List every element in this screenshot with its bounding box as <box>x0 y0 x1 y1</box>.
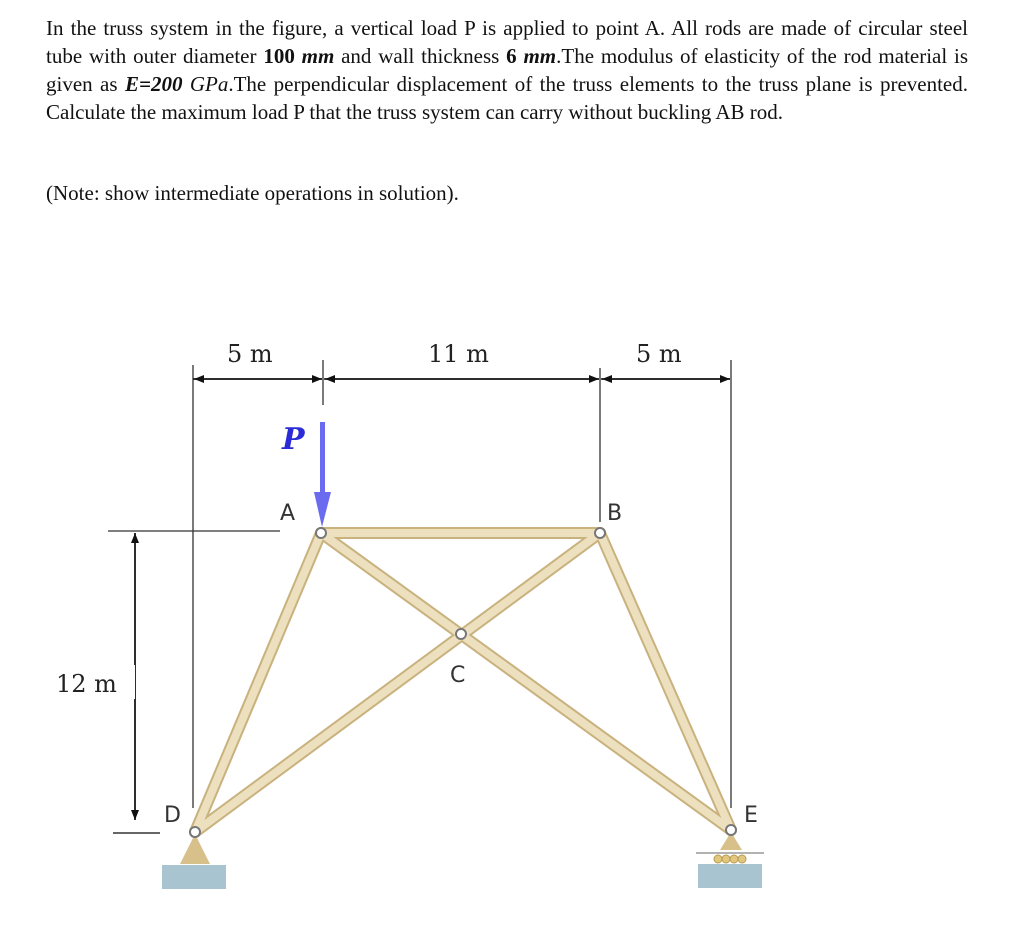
unit: mm <box>523 44 557 68</box>
text-part: .The modulus of elasticity of the rod material is given as <box>46 44 969 96</box>
dim-left-label: 5 m <box>227 340 273 368</box>
node-label-E: E <box>744 803 758 828</box>
node-label-A: A <box>280 501 296 526</box>
text-part: .The perpendicular displacement of the truss elements to the truss plane is prevented. Calculate the maximum load P that the truss system can carry without buckling AB rod. <box>46 72 968 124</box>
unit: mm <box>301 44 335 68</box>
node-label-C: C <box>450 663 466 688</box>
node-label-D: D <box>164 803 181 828</box>
dim-height-label: 12 m <box>56 670 117 698</box>
modulus-value: E=200 <box>124 72 183 96</box>
load-label: P <box>282 422 305 457</box>
roller-support-E <box>696 832 764 888</box>
dim-right-label: 5 m <box>636 340 682 368</box>
text-part: In the truss system in the figure, a vertical load P is applied to point A. All rods are made of circular steel tube with outer diameter <box>46 16 968 68</box>
unit: GPa <box>189 72 229 96</box>
note: (Note: show intermediate operations in solution). <box>46 181 459 205</box>
load-arrow <box>314 422 331 527</box>
node-label-B: B <box>607 501 623 526</box>
pin-support-D <box>162 834 226 889</box>
text-part: and wall thickness <box>334 44 507 68</box>
thickness-value: 6 <box>506 44 517 68</box>
diameter-value: 100 <box>263 44 295 68</box>
dim-middle-label: 11 m <box>428 340 489 368</box>
